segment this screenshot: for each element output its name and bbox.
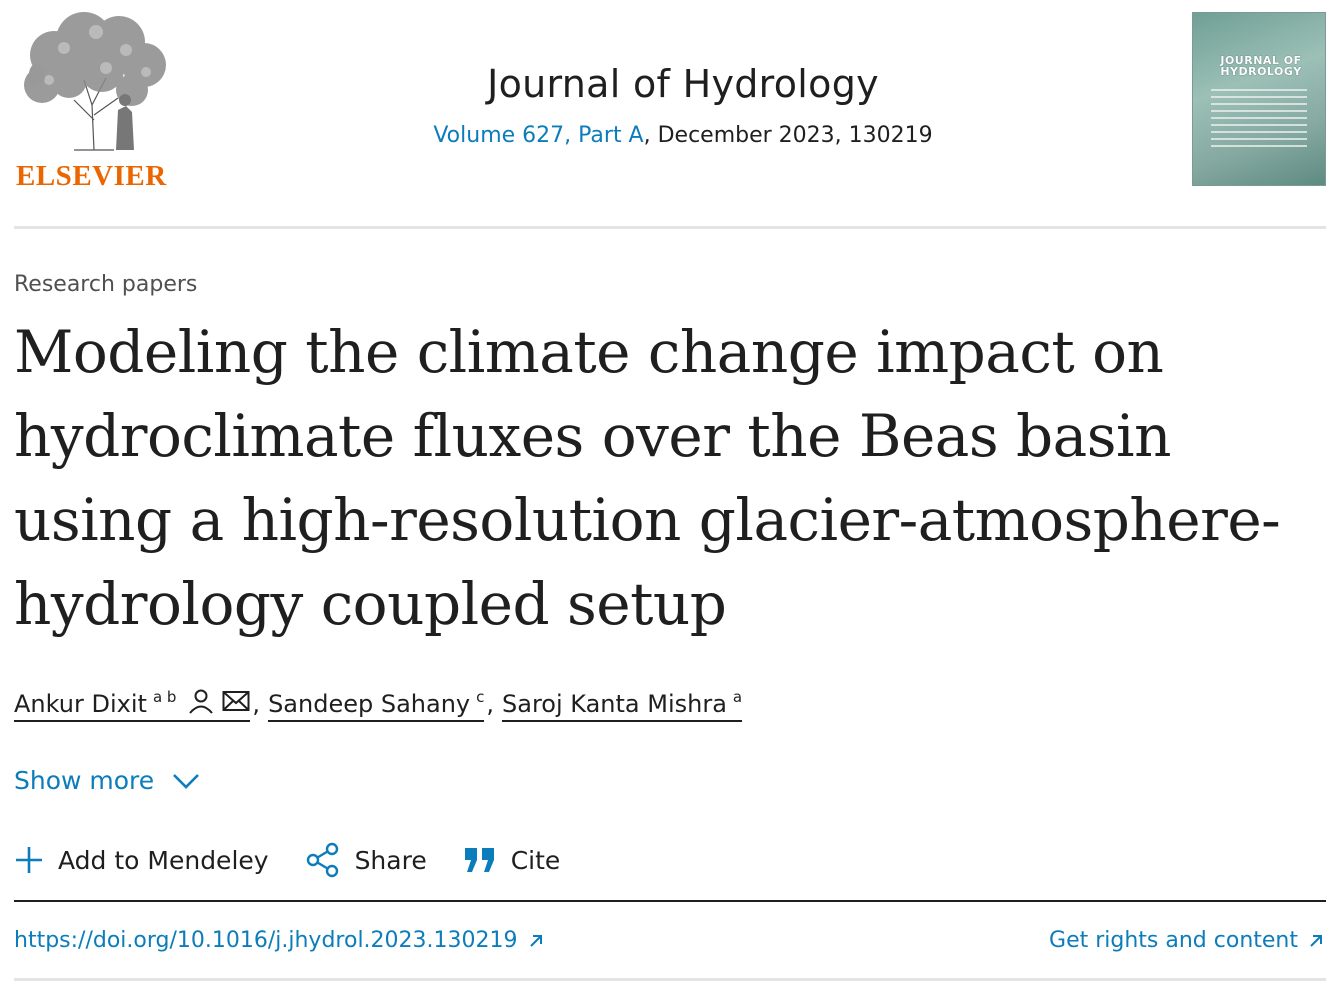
- add-to-mendeley-label: Add to Mendeley: [58, 845, 269, 875]
- share-icon: [305, 842, 341, 878]
- quote-icon: [463, 846, 497, 874]
- volume-link[interactable]: Volume 627, Part A: [433, 123, 644, 148]
- share-button[interactable]: [305, 842, 427, 878]
- cite-label: Cite: [510, 845, 561, 875]
- add-to-mendeley-button[interactable]: [14, 845, 269, 875]
- cover-title: [1201, 55, 1321, 77]
- cover-title-line: HYDROLOGY: [1220, 65, 1302, 78]
- author-separator: ,: [252, 690, 261, 718]
- journal-cover-thumbnail[interactable]: [1192, 12, 1326, 186]
- article-title: Modeling the climate change impact on hydroclimate fluxes over the Beas basin using a high-resolution glacier-atmosphere-hydrology coupled setup: [14, 318, 1281, 638]
- issue-date-and-article-number: , December 2023, 130219: [643, 123, 933, 148]
- author-name: Sandeep Sahany: [268, 690, 471, 718]
- cover-title-line: JOURNAL OF: [1220, 54, 1302, 67]
- journal-issue-info: [14, 123, 1334, 148]
- article-actions: [14, 842, 596, 878]
- doi-text: https://doi.org/10.1016/j.jhydrol.2023.130219: [14, 928, 518, 953]
- share-label: Share: [354, 845, 427, 875]
- external-link-icon: [1308, 933, 1324, 949]
- external-link-icon: [528, 933, 544, 949]
- plus-icon: [14, 845, 44, 875]
- header-divider: [14, 226, 1326, 229]
- get-rights-link[interactable]: [1049, 928, 1324, 953]
- author-affiliations: c: [476, 688, 485, 706]
- journal-header: [14, 10, 1326, 226]
- person-icon: [188, 688, 214, 714]
- envelope-icon: [222, 690, 250, 712]
- chevron-down-icon: [172, 772, 200, 790]
- show-more-button[interactable]: [14, 766, 200, 795]
- show-more-label: Show more: [14, 766, 155, 795]
- journal-title[interactable]: Journal of Hydrology: [487, 62, 879, 106]
- cite-button[interactable]: [463, 846, 561, 875]
- article-category: Research papers: [14, 272, 198, 297]
- author-affiliations: a: [732, 688, 743, 706]
- author-list: [14, 682, 742, 722]
- get-rights-text: Get rights and content: [1049, 928, 1298, 953]
- doi-link[interactable]: [14, 928, 544, 953]
- author-link[interactable]: [268, 690, 484, 722]
- cover-editor-list: [1211, 89, 1307, 152]
- bottom-divider: [14, 978, 1326, 981]
- author-affiliations: a b: [152, 688, 177, 706]
- doi-divider: [14, 900, 1326, 902]
- author-name: Saroj Kanta Mishra: [502, 690, 727, 718]
- author-separator: ,: [486, 690, 495, 718]
- author-link[interactable]: [14, 688, 250, 722]
- publisher-wordmark: ELSEVIER: [16, 160, 167, 192]
- author-name: Ankur Dixit: [14, 690, 147, 718]
- author-link[interactable]: [502, 690, 742, 722]
